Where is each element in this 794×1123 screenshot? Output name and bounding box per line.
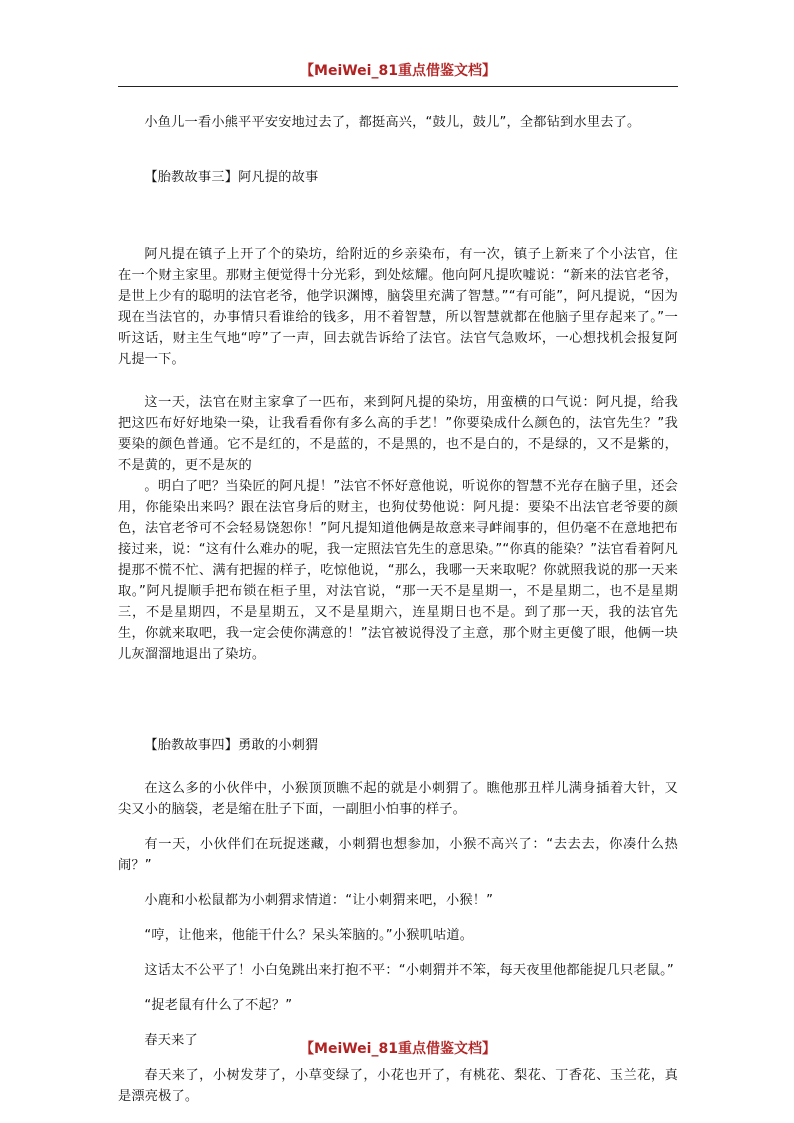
story-four-paragraph-8: 春天来了，小树发芽了，小草变绿了，小花也开了，有桃花、梨花、丁香花、玉兰花，真是漂亮极了。 <box>118 1068 678 1104</box>
page-footer: 【MeiWei_81重点借鉴文档】 <box>300 1041 496 1057</box>
story-four-heading: 【胎教故事四】勇敢的小刺猬 <box>144 738 319 753</box>
paragraph-intro: 小鱼儿一看小熊平平安安地过去了，都挺高兴，“鼓儿，鼓儿”，全都钻到水里去了。 <box>144 115 641 130</box>
story-three-paragraph-2: 这一天，法官在财主家拿了一匹布，来到阿凡提的染坊，用蛮横的口气说：阿凡提，给我把这匹布好好地染一染，让我看看你有多么高的手艺！”你要染成什么颜色的，法官先生？”我要染的颜色普通。它不是红的，不是蓝的，不是黑的，也不是白的，不是绿的，又不是紫的，不是黄的，更不是灰的 <box>118 395 678 473</box>
story-three-paragraph-1: 阿凡提在镇子上开了个的染坊，给附近的乡亲染布，有一次，镇子上新来了个小法官，住在一个财主家里。那财主便觉得十分光彩，到处炫耀。他向阿凡提吹嘘说：“新来的法官老爷，是世上少有的聪明的法官老爷，他学识渊博，脑袋里充满了智慧。”“有可能”，阿凡提说，“因为现在当法官的，办事情只看谁给的钱多，用不着智慧，所以智慧就都在他脑子里存起来了。”一听这话，财主生气地“哼”了一声，回去就告诉给了法官。法官气急败坏，一心想找机会报复阿凡提一下。 <box>118 247 678 367</box>
story-three-paragraph-3: 。明白了吧？当染匠的阿凡提！”法官不怀好意他说，听说你的智慧不光存在脑子里，还会用，你能染出来吗？跟在法官身后的财主，也狗仗势他说：阿凡提：要染不出法官老爷要的颜色，法官老爷可不会轻易饶恕你！”阿凡提知道他俩是故意来寻衅闹事的，但仍毫不在意地把布接过来，说：“这有什么难办的呢，我一定照法官先生的意思染。”“你真的能染？”法官看着阿凡提那不慌不忙、满有把握的样子，吃惊他说，“那么，我哪一天来取呢？你就照我说的那一天来取。”阿凡提顺手把布锁在柜子里，对法官说，“那一天不是星期一，不是星期二，也不是星期三，不是星期四，不是星期五，又不是星期六，连星期日也不是。到了那一天，我的法官先生，你就来取吧，我一定会使你满意的！”法官被说得没了主意，那个财主更傻了眼，他俩一块儿灰溜溜地退出了染坊。 <box>118 479 678 662</box>
story-four-paragraph-7: 春天来了 <box>144 1033 198 1048</box>
story-four-paragraph-2: 有一天，小伙伴们在玩捉迷藏，小刺猬也想参加，小猴不高兴了：“去去去，你凑什么热闹？” <box>118 837 678 873</box>
story-four-paragraph-3: 小鹿和小松鼠都为小刺猬求情道：“让小刺猬来吧，小猴！” <box>144 893 494 908</box>
story-four-paragraph-6: “捉老鼠有什么了不起？” <box>144 998 293 1013</box>
page-header: 【MeiWei_81重点借鉴文档】 <box>300 63 496 79</box>
story-four-paragraph-1: 在这么多的小伙伴中，小猴顶顶瞧不起的就是小刺猬了。瞧他那丑样儿满身插着大针，又尖又小的脑袋，老是缩在肚子下面，一副胆小怕事的样子。 <box>118 781 678 817</box>
document-body <box>118 112 678 1107</box>
header-divider <box>118 86 678 87</box>
story-four-paragraph-5: 这话太不公平了！小白兔跳出来打抱不平：“小刺猬并不笨，每天夜里他都能捉几只老鼠。” <box>144 963 674 978</box>
story-three-heading: 【胎教故事三】阿凡提的故事 <box>144 170 319 185</box>
story-four-paragraph-4: “哼，让他来，他能干什么？呆头笨脑的。”小猴叽咕道。 <box>144 928 474 943</box>
